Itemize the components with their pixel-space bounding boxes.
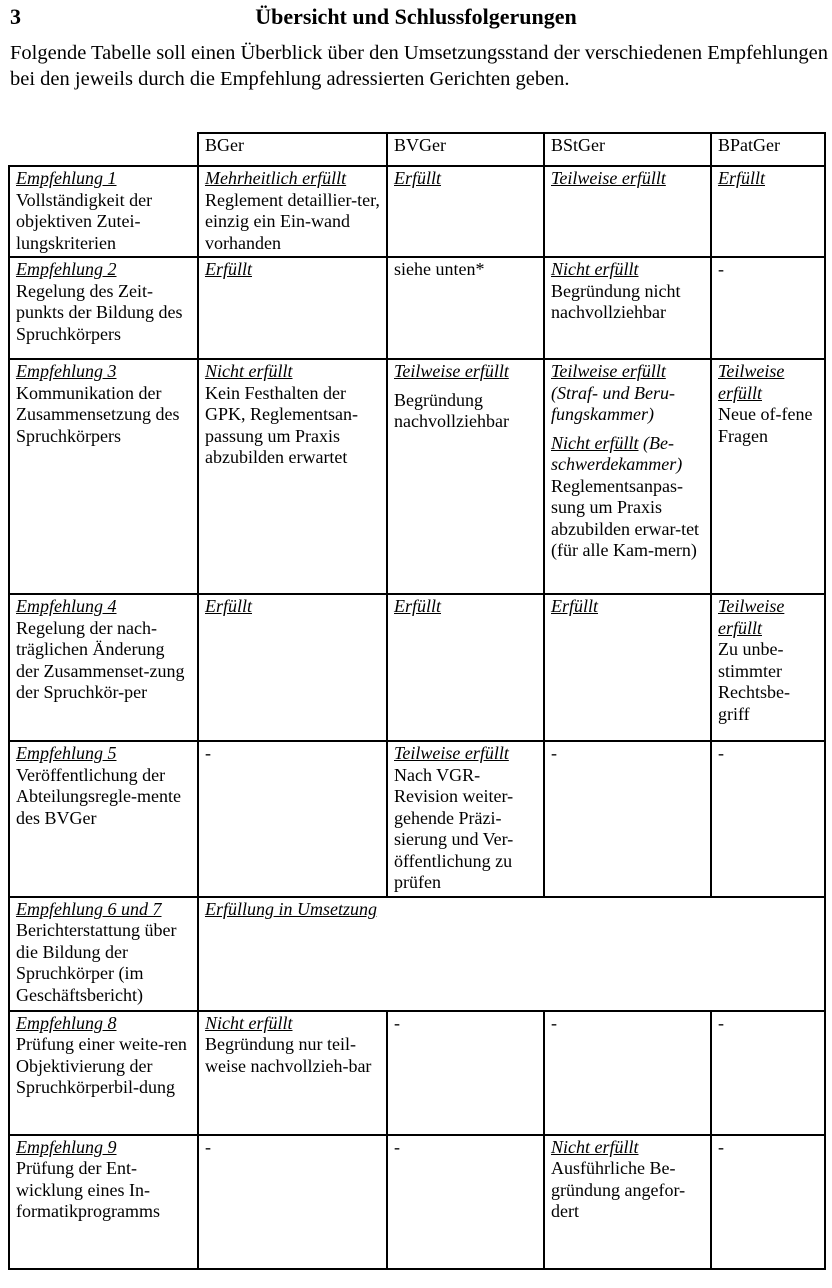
plain-text: - (718, 259, 724, 279)
row-label-cell (9, 1135, 198, 1269)
cell-bstger (544, 166, 711, 257)
note-text: Begründung nicht nachvollziehbar (551, 280, 681, 322)
status-text: Erfüllt (205, 259, 253, 279)
table-row (9, 1135, 825, 1269)
section-number: 3 (10, 4, 21, 29)
recommendation-desc: Regelung des Zeit-punkts der Bildung des Spruchkörpers (16, 280, 183, 344)
note-text: Reglement detaillier-ter, einzig ein Ein-wand vorhanden (205, 189, 380, 253)
status-table (8, 132, 826, 1270)
plain-text: - (718, 1012, 724, 1033)
recommendation-desc: Prüfung der Ent-wicklung eines In-formatikprogramms (16, 1158, 160, 1221)
recommendation-desc: Berichterstattung über die Bildung der Spruchkörper (im Geschäftsbericht) (16, 920, 177, 1005)
status-text: Nicht erfüllt (205, 361, 293, 381)
note-text: Zu unbe-stimmter Rechtsbe-griff (718, 639, 790, 724)
status-text: Teilweise erfüllt (718, 361, 785, 403)
table-row (9, 897, 825, 1011)
cell-bvger (387, 594, 544, 741)
status-text: Teilweise erfüllt (394, 743, 509, 763)
note-text: Begründung nachvollziehbar (394, 389, 509, 431)
status-text: Mehrheitlich erfüllt (205, 168, 347, 188)
recommendation-desc: Vollständigkeit der objektiven Zutei-lungskriterien (16, 189, 153, 253)
intro-paragraph: Folgende Tabelle soll einen Überblick über den Umsetzungsstand der verschiedenen Empfehlungen bei den jeweils durch die Empfehlung adressierten Gerichten geben. (10, 42, 828, 90)
recommendation-desc: Regelung der nach-träglichen Änderung der Zusammenset-zung der Spruchkör-per (16, 617, 185, 702)
note-text: Reglementsanpas-sung um Praxis abzubilden erwar-tet (für alle Kam-mern) (551, 475, 700, 560)
cell-bpatger (711, 1135, 825, 1269)
cell-bger (198, 1011, 387, 1135)
cell-bger (198, 594, 387, 741)
cell-all-courts (198, 897, 825, 1011)
cell-bvger (387, 741, 544, 897)
cell-bger (198, 166, 387, 257)
recommendation-label: Empfehlung 9 (16, 1136, 117, 1157)
chamber-note: (Be-schwerdekammer) (551, 432, 683, 474)
status-text: Teilweise erfüllt (394, 361, 509, 381)
row-label-cell (9, 359, 198, 594)
col-header-bstger: BStGer (544, 133, 711, 166)
cell-bstger (544, 1135, 711, 1269)
row-label-cell (9, 897, 198, 1011)
table-row (9, 166, 825, 257)
col-header-bger: BGer (198, 133, 387, 166)
cell-bvger (387, 166, 544, 257)
plain-text: siehe unten* (394, 259, 485, 279)
table-row (9, 257, 825, 359)
status-text: Erfüllt (205, 596, 253, 616)
table-row (9, 741, 825, 897)
cell-bpatger (711, 741, 825, 897)
status-text: Nicht erfüllt (551, 259, 639, 279)
cell-bvger (387, 1011, 544, 1135)
status-text: Erfüllt (718, 168, 766, 188)
cell-bpatger (711, 594, 825, 741)
cell-bpatger (711, 359, 825, 594)
section-heading (10, 2, 822, 34)
recommendation-label: Empfehlung 1 (16, 168, 117, 188)
status-text: Teilweise erfüllt (551, 168, 666, 188)
cell-bger (198, 1135, 387, 1269)
note-text: Kein Festhalten der GPK, Reglementsan-passung um Praxis abzubilden erwartet (205, 382, 358, 467)
col-header-bvger: BVGer (387, 133, 544, 166)
plain-text: - (394, 1136, 400, 1157)
table-row (9, 1011, 825, 1135)
cell-bvger (387, 359, 544, 594)
table-row (9, 594, 825, 741)
row-label-cell (9, 1011, 198, 1135)
row-label-cell (9, 741, 198, 897)
table-header-row (9, 133, 825, 166)
cell-bpatger (711, 257, 825, 359)
status-text: Nicht erfüllt (551, 432, 639, 453)
recommendation-desc: Kommunikation der Zusammensetzung des Spruchkörpers (16, 382, 180, 446)
col-header-bpatger: BPatGer (711, 133, 825, 166)
status-line (551, 433, 704, 476)
cell-bstger (544, 1011, 711, 1135)
note-text: Nach VGR-Revision weiter-gehende Präzi-sierung und Ver-öffentlichung zu prüfen (394, 764, 514, 892)
plain-text: - (394, 1012, 400, 1033)
cell-bvger (387, 257, 544, 359)
recommendation-label: Empfehlung 4 (16, 596, 117, 616)
plain-text: - (718, 743, 724, 763)
cell-bger (198, 359, 387, 594)
plain-text: - (205, 743, 211, 763)
status-text: Erfüllt (551, 596, 599, 616)
recommendation-label: Empfehlung 8 (16, 1012, 117, 1033)
cell-bpatger (711, 166, 825, 257)
cell-bger (198, 741, 387, 897)
row-label-cell (9, 166, 198, 257)
recommendation-label: Empfehlung 2 (16, 259, 117, 279)
note-text: Ausführliche Be-gründung angefor-dert (551, 1158, 686, 1221)
recommendation-label: Empfehlung 3 (16, 361, 117, 381)
status-text: Nicht erfüllt (551, 1136, 639, 1157)
note-text: Neue of-fene Fragen (718, 404, 813, 446)
cell-bpatger (711, 1011, 825, 1135)
recommendation-label: Empfehlung 5 (16, 743, 117, 763)
cell-bstger (544, 359, 711, 594)
status-text: Erfüllt (394, 596, 442, 616)
status-text: Teilweise erfüllt (551, 361, 666, 381)
note-text: Begründung nur teil-weise nachvollzieh-bar (205, 1034, 372, 1076)
status-text: Erfüllt (394, 168, 442, 188)
recommendation-desc: Veröffentlichung der Abteilungsregle-mente des BVGer (16, 764, 181, 828)
cell-bstger (544, 741, 711, 897)
cell-bstger (544, 257, 711, 359)
table-row (9, 359, 825, 594)
cell-bvger (387, 1135, 544, 1269)
plain-text: - (551, 1012, 557, 1033)
row-label-cell (9, 257, 198, 359)
recommendation-label: Empfehlung 6 und 7 (16, 898, 162, 919)
plain-text: - (718, 1136, 724, 1157)
status-text: Nicht erfüllt (205, 1012, 293, 1033)
cell-bger (198, 257, 387, 359)
chamber-note: (Straf- und Beru-fungskammer) (551, 382, 675, 424)
status-text: Erfüllung in Umsetzung (205, 898, 378, 919)
row-label-cell (9, 594, 198, 741)
recommendation-desc: Prüfung einer weite-ren Objektivierung der Spruchkörperbil-dung (16, 1034, 187, 1097)
section-title: Übersicht und Schlussfolgerungen (255, 4, 577, 29)
cell-bstger (544, 594, 711, 741)
status-text: Teilweise erfüllt (718, 596, 785, 638)
plain-text: - (205, 1136, 211, 1157)
header-corner (9, 133, 198, 166)
plain-text: - (551, 743, 557, 763)
